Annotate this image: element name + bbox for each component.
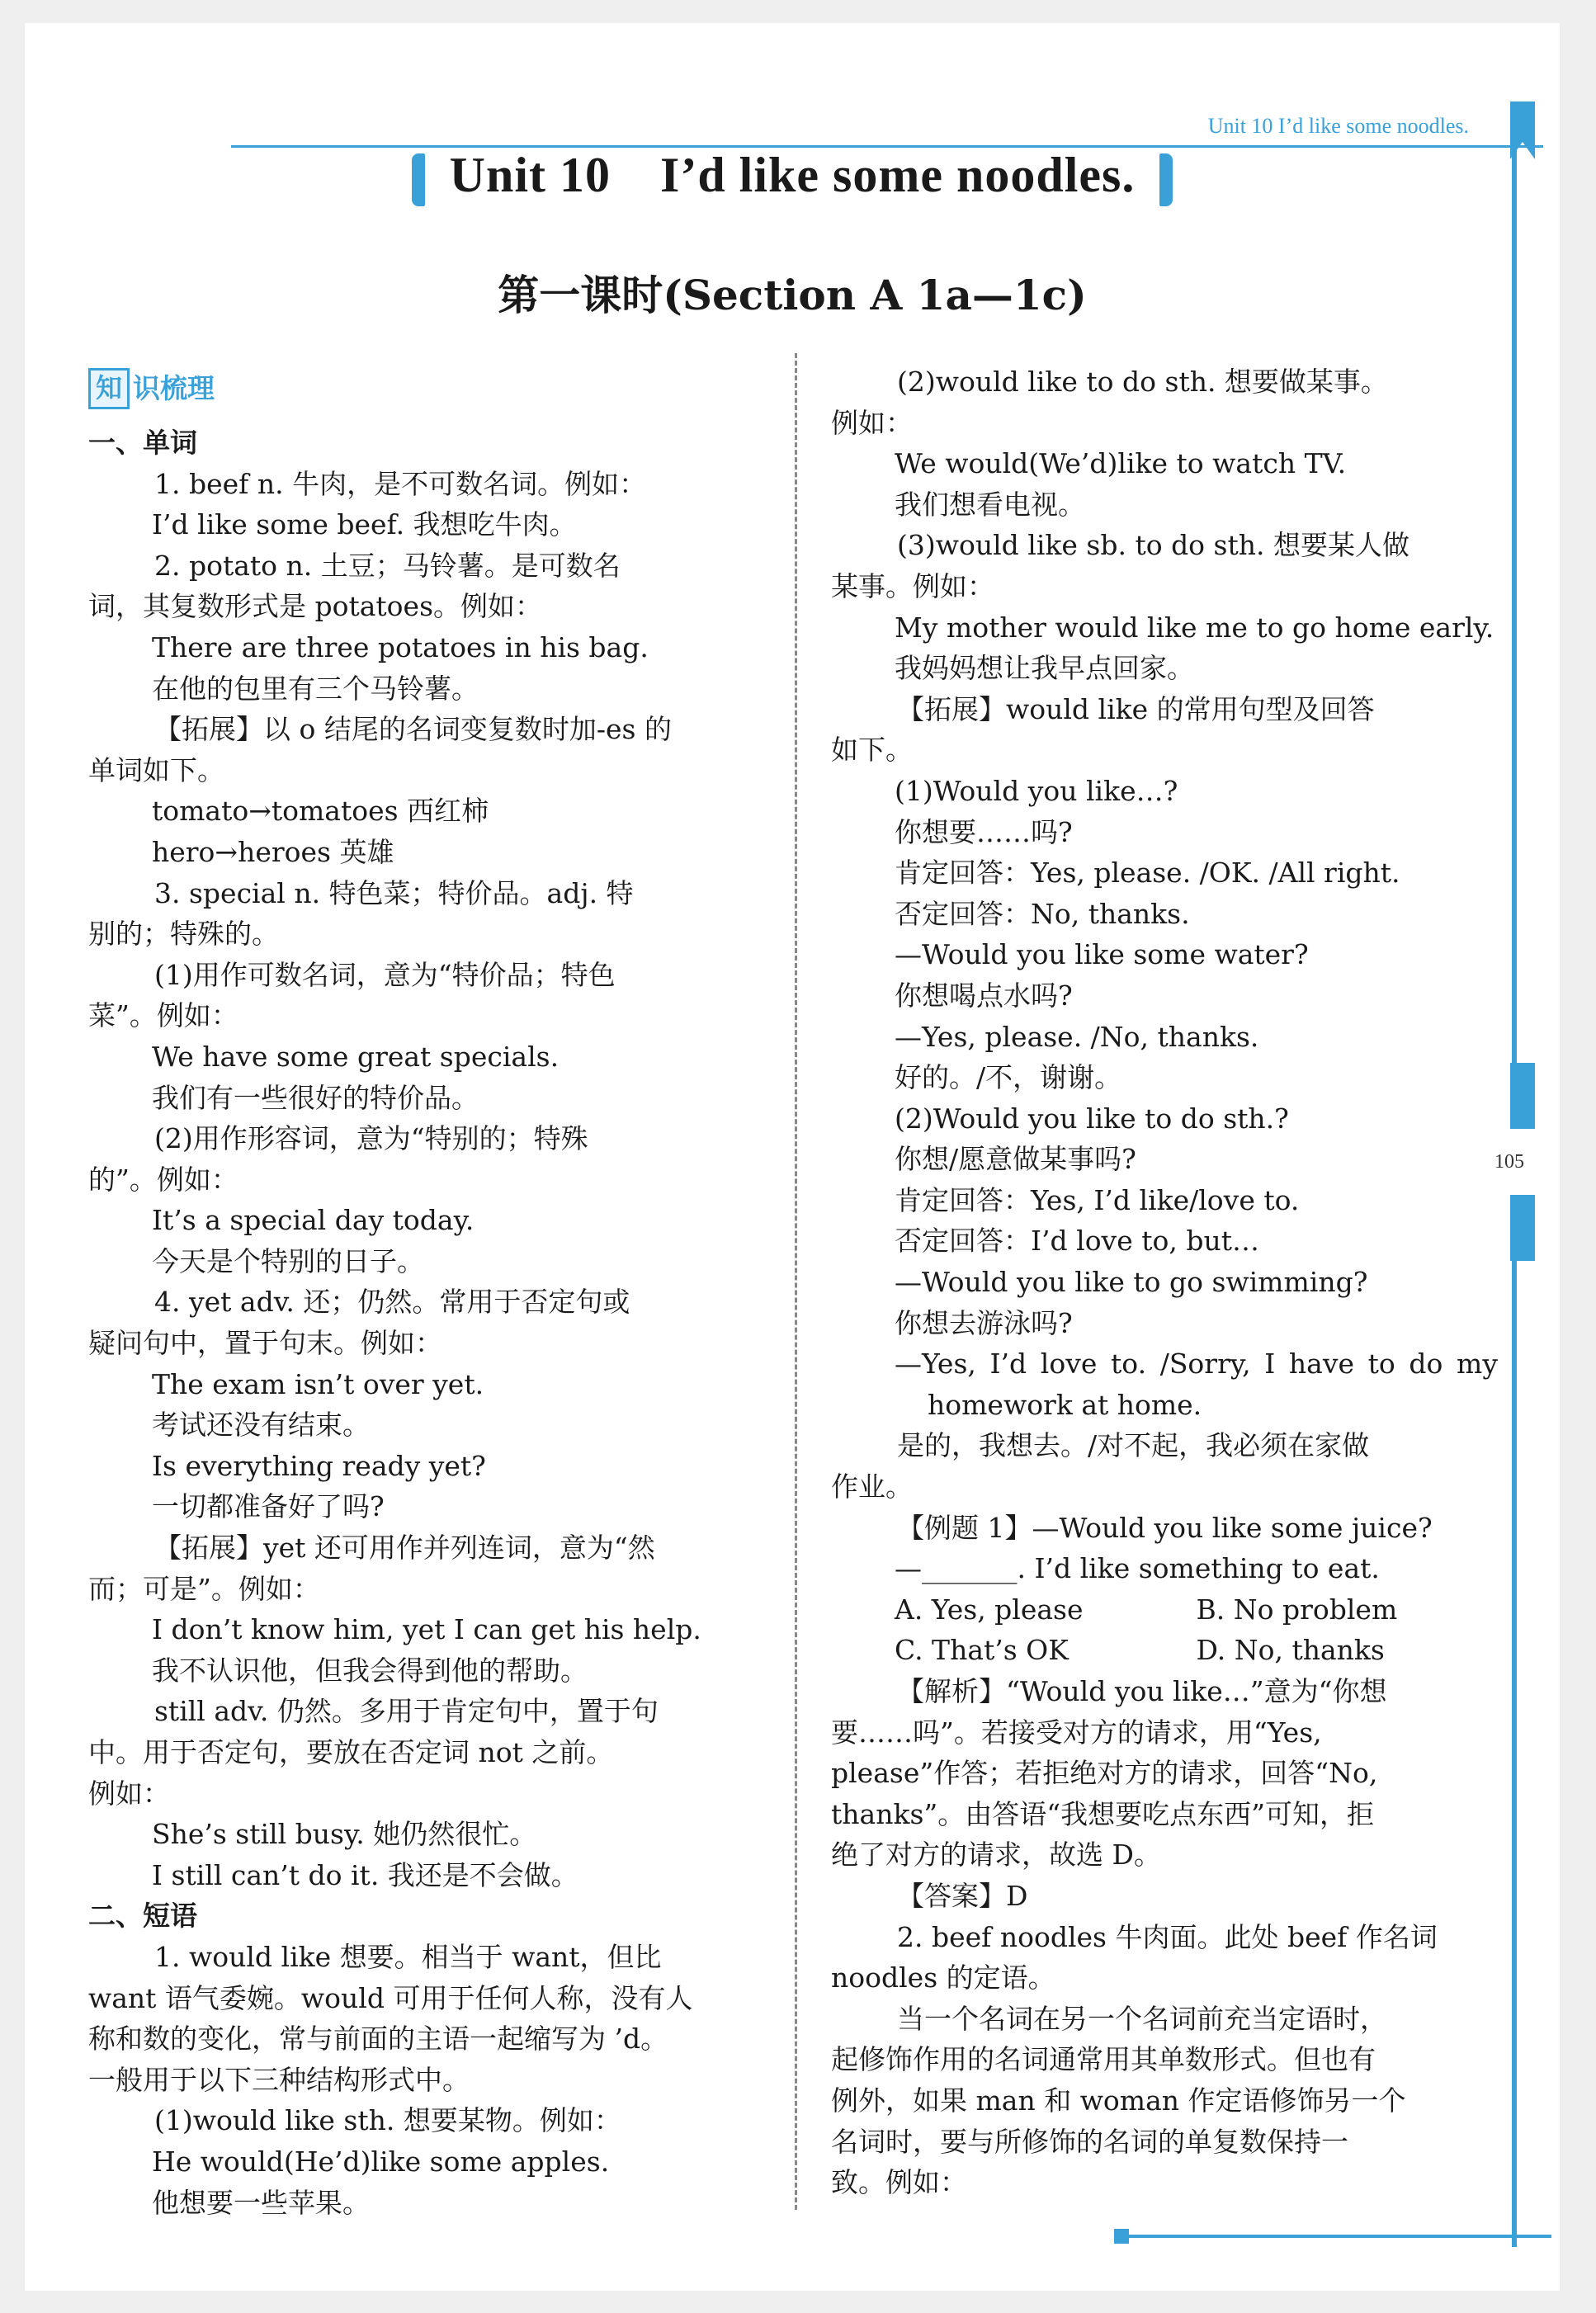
text-line: We have some great specials. <box>152 1040 560 1073</box>
right-column <box>831 361 1498 2203</box>
text-line: 否定回答：I’d love to, but… <box>895 1225 1259 1258</box>
text-line: 我们想看电视。 <box>895 488 1085 521</box>
text-line: 否定回答：No, thanks. <box>895 897 1190 930</box>
badge-char: 知 <box>88 368 130 409</box>
text-line: 你想喝点水吗? <box>895 979 1073 1012</box>
text-line: 单词如下。 <box>88 753 224 786</box>
text-line: 一般用于以下三种结构形式中。 <box>88 2063 470 2096</box>
text-line: 他想要一些苹果。 <box>152 2186 370 2219</box>
text-line: 中。用于否定句，要放在否定词 not 之前。 <box>88 1736 614 1768</box>
text-line: noodles 的定语。 <box>831 1961 1055 1994</box>
text-line: want 语气委婉。would 可用于任何人称，没有人 <box>88 1981 693 2014</box>
text-line: 菜”。例如： <box>88 999 238 1032</box>
text-line: 要……吗”。若接受对方的请求，用“Yes, <box>831 1716 1322 1749</box>
title-unit: Unit 10 <box>449 148 611 202</box>
text-line: 【拓展】would like 的常用句型及回答 <box>897 692 1375 725</box>
left-column <box>88 361 758 2223</box>
text-line: 【拓展】yet 还可用作并列连词，意为“然 <box>154 1532 655 1565</box>
right-bracket-icon <box>1159 153 1173 206</box>
text-line: Is everything ready yet? <box>152 1449 486 1482</box>
text-line: 某事。例如： <box>831 569 994 602</box>
text-line: 2. beef noodles 牛肉面。此处 beef 作名词 <box>897 1920 1438 1953</box>
text-line: It’s a special day today. <box>152 1204 475 1237</box>
text-line: 如下。 <box>831 734 913 767</box>
text-line: —Would you like some water? <box>895 938 1309 971</box>
text-line: 4. yet adv. 还；仍然。常用于否定句或 <box>154 1286 630 1319</box>
left-bracket-icon <box>412 153 425 206</box>
text-line: 今天是个特别的日子。 <box>152 1244 424 1277</box>
side-tab <box>1510 1195 1535 1261</box>
text-line: I’d like some beef. 我想吃牛肉。 <box>152 508 577 541</box>
text-line: He would(He’d)like some apples. <box>152 2145 610 2178</box>
text-line: 2. potato n. 土豆；马铃薯。是可数名 <box>154 549 621 582</box>
text-line: (1)would like sth. 想要某物。例如： <box>154 2104 621 2137</box>
text-line: (1)Would you like…? <box>895 774 1178 807</box>
heading-phrases: 二、短语 <box>88 1900 197 1933</box>
text-line: She’s still busy. 她仍然很忙。 <box>152 1818 537 1851</box>
text-line: 你想去游泳吗? <box>895 1306 1073 1339</box>
text-line: 好的。/不，谢谢。 <box>895 1061 1122 1094</box>
text-line: —Yes, I’d love to. /Sorry, I have to do my homework at home. <box>895 1348 1498 1421</box>
text-line: 起修饰作用的名词通常用其单数形式。但也有 <box>831 2043 1376 2076</box>
text-line: 称和数的变化，常与前面的主语一起缩写为 ’d。 <box>88 2023 668 2056</box>
text-line: —Yes, please. /No, thanks. <box>895 1020 1259 1053</box>
text-line: 是的，我想去。/对不起，我必须在家做 <box>897 1429 1370 1462</box>
text-line: (3)would like sb. to do sth. 想要某人做 <box>897 529 1409 562</box>
column-divider <box>795 353 797 2210</box>
bottom-rule <box>1122 2235 1551 2238</box>
text-line: hero→heroes 英雄 <box>152 835 394 868</box>
text-line: 的”。例如： <box>88 1163 238 1196</box>
text-line: (2)用作形容词，意为“特别的；特殊 <box>154 1122 588 1155</box>
text-line: 作业。 <box>831 1470 913 1503</box>
text-line: 1. would like 想要。相当于 want，但比 <box>154 1940 662 1973</box>
text-line: 例如： <box>88 1777 170 1810</box>
option-c: C. That’s OK <box>895 1634 1069 1667</box>
running-header: Unit 10 I’d like some noodles. <box>1207 114 1469 138</box>
text-line: 在他的包里有三个马铃薯。 <box>152 672 479 705</box>
text-line: tomato→tomatoes 西红柿 <box>152 795 489 828</box>
option-d: D. No, thanks <box>1196 1634 1385 1667</box>
page-title <box>25 147 1560 206</box>
text-line: (2)would like to do sth. 想要做某事。 <box>897 366 1388 398</box>
example-blank-line: —_______. I’d like something to eat. <box>895 1552 1380 1585</box>
text-line: 3. special n. 特色菜；特价品。adj. 特 <box>154 876 634 909</box>
text-line: 致。例如： <box>831 2166 967 2199</box>
text-line: There are three potatoes in his bag. <box>152 630 649 663</box>
text-line: 【解析】“Would you like…”意为“你想 <box>897 1675 1387 1707</box>
answer-line: 【答案】D <box>897 1879 1028 1912</box>
text-line: 例如： <box>831 406 913 439</box>
text-line: 疑问句中，置于句末。例如： <box>88 1327 442 1360</box>
text-line: 绝了对方的请求，故选 D。 <box>831 1839 1161 1872</box>
lesson-subtitle: 第一课时(Section A 1a—1c) <box>498 271 1087 319</box>
text-line: My mother would like me to go home early. <box>895 611 1494 644</box>
text-line: thanks”。由答语“我想要吃点东西”可知，拒 <box>831 1797 1374 1830</box>
text-line: We would(We’d)like to watch TV. <box>895 447 1347 480</box>
side-tab <box>1510 1063 1535 1129</box>
text-line: 名词时，要与所修饰的名词的单复数保持一 <box>831 2125 1348 2158</box>
text-line: I still can’t do it. 我还是不会做。 <box>152 1858 578 1891</box>
text-line: 我不认识他，但我会得到他的帮助。 <box>152 1654 588 1687</box>
text-line: 我们有一些很好的特价品。 <box>152 1081 479 1114</box>
page <box>25 23 1560 2291</box>
text-line: 一切都准备好了吗? <box>152 1490 385 1523</box>
text-line: 当一个名词在另一个名词前充当定语时， <box>897 2002 1387 2035</box>
title-text: I’d like some noodles. <box>659 148 1136 202</box>
text-line: —Would you like to go swimming? <box>895 1266 1368 1299</box>
option-a: A. Yes, please <box>895 1593 1084 1626</box>
example-question: 【例题 1】—Would you like some juice? <box>897 1511 1433 1544</box>
text-line: 【拓展】以 o 结尾的名词变复数时加-es 的 <box>154 713 672 746</box>
text-line: 1. beef n. 牛肉，是不可数名词。例如： <box>154 467 647 500</box>
page-number: 105 <box>1484 1129 1535 1195</box>
text-line: 你想要……吗? <box>895 815 1073 848</box>
heading-words: 一、单词 <box>88 427 197 459</box>
options-row <box>831 1589 1498 1631</box>
section-badge <box>88 361 758 416</box>
text-line: 考试还没有结束。 <box>152 1409 370 1442</box>
text-line: The exam isn’t over yet. <box>152 1367 484 1400</box>
text-line: 别的；特殊的。 <box>88 918 279 951</box>
text-line: please”作答；若拒绝对方的请求，回答“No, <box>831 1757 1378 1790</box>
text-line: 我妈妈想让我早点回家。 <box>895 652 1194 685</box>
text-line: (1)用作可数名词，意为“特价品；特色 <box>154 958 616 991</box>
options-row <box>831 1630 1498 1671</box>
text-line: 肯定回答：Yes, I’d like/love to. <box>895 1183 1300 1216</box>
option-b: B. No problem <box>1196 1593 1398 1626</box>
text-line: 例外，如果 man 和 woman 作定语修饰另一个 <box>831 2084 1406 2117</box>
text-line: (2)Would you like to do sth.? <box>895 1102 1289 1135</box>
text-line: 肯定回答：Yes, please. /OK. /All right. <box>895 857 1400 890</box>
text-line: 词，其复数形式是 potatoes。例如： <box>88 590 543 623</box>
text-line: 你想/愿意做某事吗? <box>895 1143 1136 1176</box>
text-line: 而；可是”。例如： <box>88 1572 320 1605</box>
badge-label: 识梳理 <box>133 372 215 405</box>
text-line: still adv. 仍然。多用于肯定句中，置于句 <box>154 1695 659 1728</box>
text-line: I don’t know him, yet I can get his help. <box>152 1613 701 1646</box>
